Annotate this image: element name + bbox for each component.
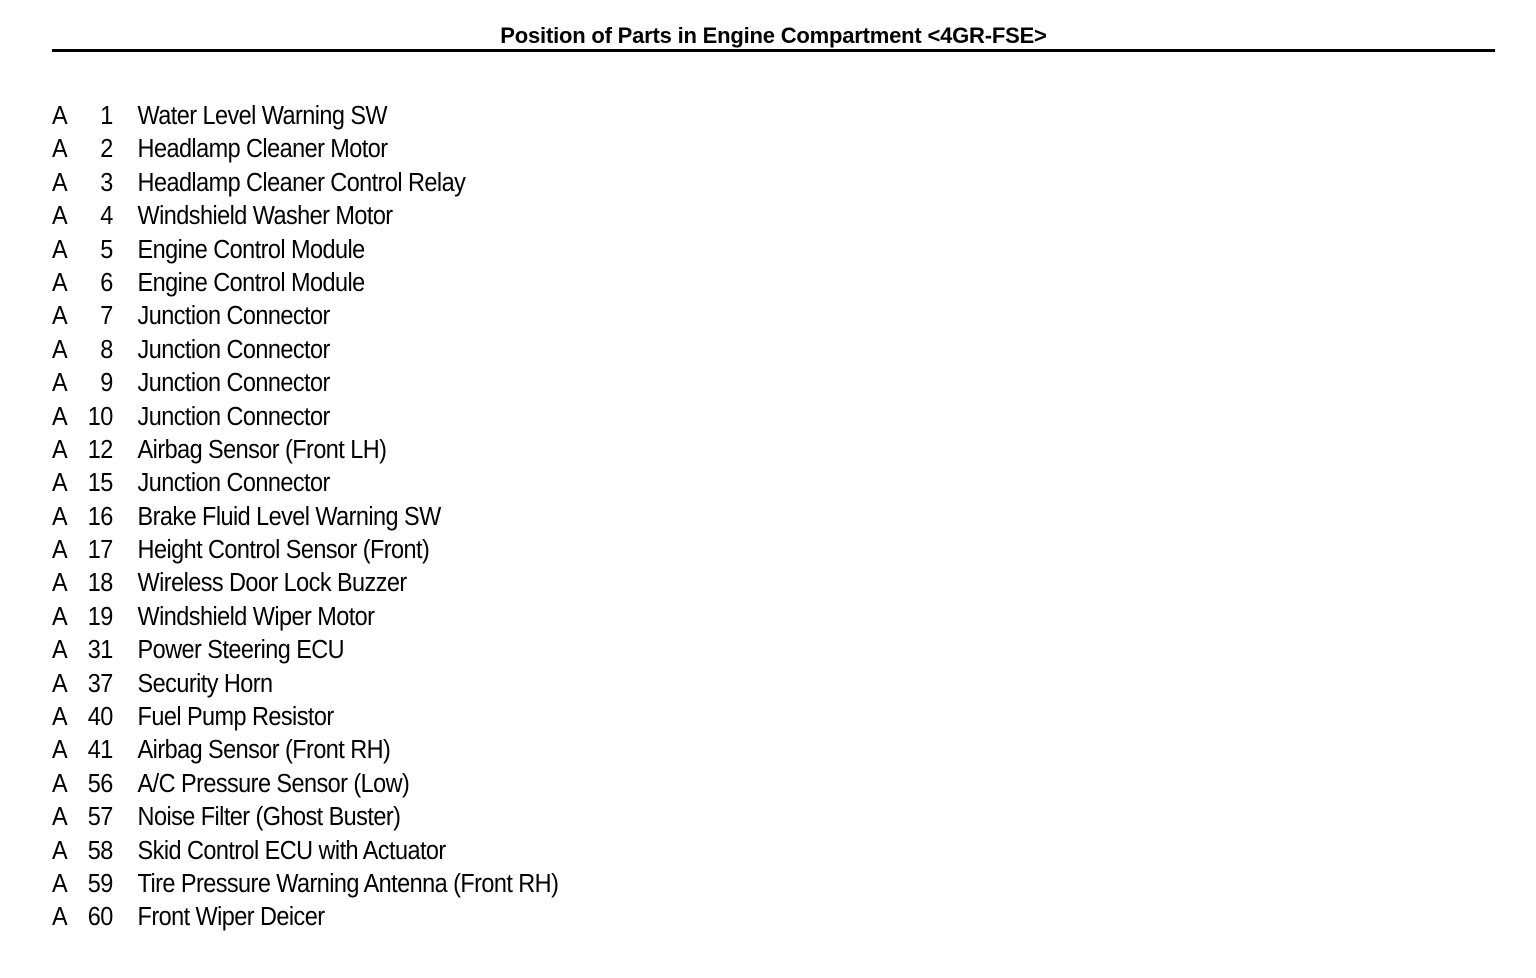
parts-list-item [52,701,880,734]
part-code: A [52,235,68,264]
part-name: A/C Pressure Sensor (Low) [137,769,410,798]
part-name: Tire Pressure Warning Antenna (Front RH) [137,869,559,898]
part-code: A [52,803,68,832]
part-name: Airbag Sensor (Front LH) [137,435,387,464]
parts-list-item [52,133,880,166]
part-code: A [52,602,68,631]
part-name: Junction Connector [137,402,330,431]
part-name: Front Wiper Deicer [137,903,325,932]
parts-list-item [52,367,880,400]
part-code: A [52,369,68,398]
part-number: 4 [100,202,113,231]
parts-list-item [52,601,880,634]
part-number: 16 [87,502,113,531]
parts-list-item [52,200,880,233]
part-code: A [52,669,68,698]
part-name: Headlamp Cleaner Motor [137,135,388,164]
part-number: 31 [87,636,113,665]
parts-list-item [52,234,880,267]
part-number: 2 [100,135,113,164]
parts-list-item [52,267,880,300]
part-number: 6 [100,268,113,297]
part-code: A [52,536,68,565]
part-name: Junction Connector [137,335,330,364]
parts-list-item [52,100,880,133]
part-number: 37 [87,669,113,698]
part-code: A [52,335,68,364]
parts-list-item [52,634,880,667]
parts-list-item [52,901,880,934]
part-number: 15 [87,469,113,498]
part-number: 10 [87,402,113,431]
parts-list-item [52,434,880,467]
part-code: A [52,502,68,531]
parts-list-item [52,768,880,801]
part-name: Headlamp Cleaner Control Relay [137,168,466,197]
part-name: Junction Connector [137,369,330,398]
part-number: 40 [87,703,113,732]
part-number: 12 [87,435,113,464]
title-divider [52,49,1495,52]
part-number: 58 [87,836,113,865]
part-code: A [52,703,68,732]
part-number: 9 [100,369,113,398]
part-number: 8 [100,335,113,364]
part-code: A [52,903,68,932]
part-code: A [52,402,68,431]
parts-list-item [52,467,880,500]
part-name: Brake Fluid Level Warning SW [137,502,441,531]
parts-list-item [52,734,880,767]
part-number: 5 [100,235,113,264]
part-code: A [52,869,68,898]
part-number: 60 [87,903,113,932]
parts-list-item [52,167,880,200]
part-name: Security Horn [137,669,273,698]
parts-list-item [52,401,880,434]
part-name: Water Level Warning SW [137,102,388,130]
parts-list-item [52,501,880,534]
parts-list-item [52,534,880,567]
part-code: A [52,636,68,665]
part-code: A [52,569,68,598]
part-name: Skid Control ECU with Actuator [137,836,446,865]
part-number: 17 [87,536,113,565]
part-number: 56 [87,769,113,798]
parts-list-item [52,801,880,834]
part-code: A [52,302,68,331]
part-number: 19 [87,602,113,631]
part-name: Junction Connector [137,302,330,331]
part-code: A [52,736,68,765]
part-number: 3 [100,168,113,197]
part-code: A [52,769,68,798]
part-number: 18 [87,569,113,598]
part-name: Height Control Sensor (Front) [137,536,430,565]
part-code: A [52,469,68,498]
part-name: Junction Connector [137,469,330,498]
page-title: Position of Parts in Engine Compartment <4GR-FSE> [500,23,1047,48]
part-name: Windshield Washer Motor [137,202,393,231]
part-name: Engine Control Module [137,268,365,297]
part-number: 7 [100,302,113,331]
part-name: Airbag Sensor (Front RH) [137,736,391,765]
part-name: Windshield Wiper Motor [137,602,375,631]
parts-list-item [52,835,880,868]
part-code: A [52,168,68,197]
parts-list-item [52,300,880,333]
parts-list-item [52,334,880,367]
parts-list-item [52,868,880,901]
parts-list-item [52,668,880,701]
parts-list-item [52,567,880,600]
part-number: 57 [87,803,113,832]
part-number: 41 [87,736,113,765]
part-code: A [52,102,68,130]
part-name: Noise Filter (Ghost Buster) [137,803,401,832]
part-name: Wireless Door Lock Buzzer [137,569,407,598]
part-name: Power Steering ECU [137,636,345,665]
parts-list [52,100,952,935]
part-number: 59 [87,869,113,898]
part-name: Fuel Pump Resistor [137,703,334,732]
part-code: A [52,135,68,164]
part-code: A [52,202,68,231]
part-code: A [52,435,68,464]
part-number: 1 [100,102,113,130]
part-code: A [52,268,68,297]
part-code: A [52,836,68,865]
part-name: Engine Control Module [137,235,365,264]
